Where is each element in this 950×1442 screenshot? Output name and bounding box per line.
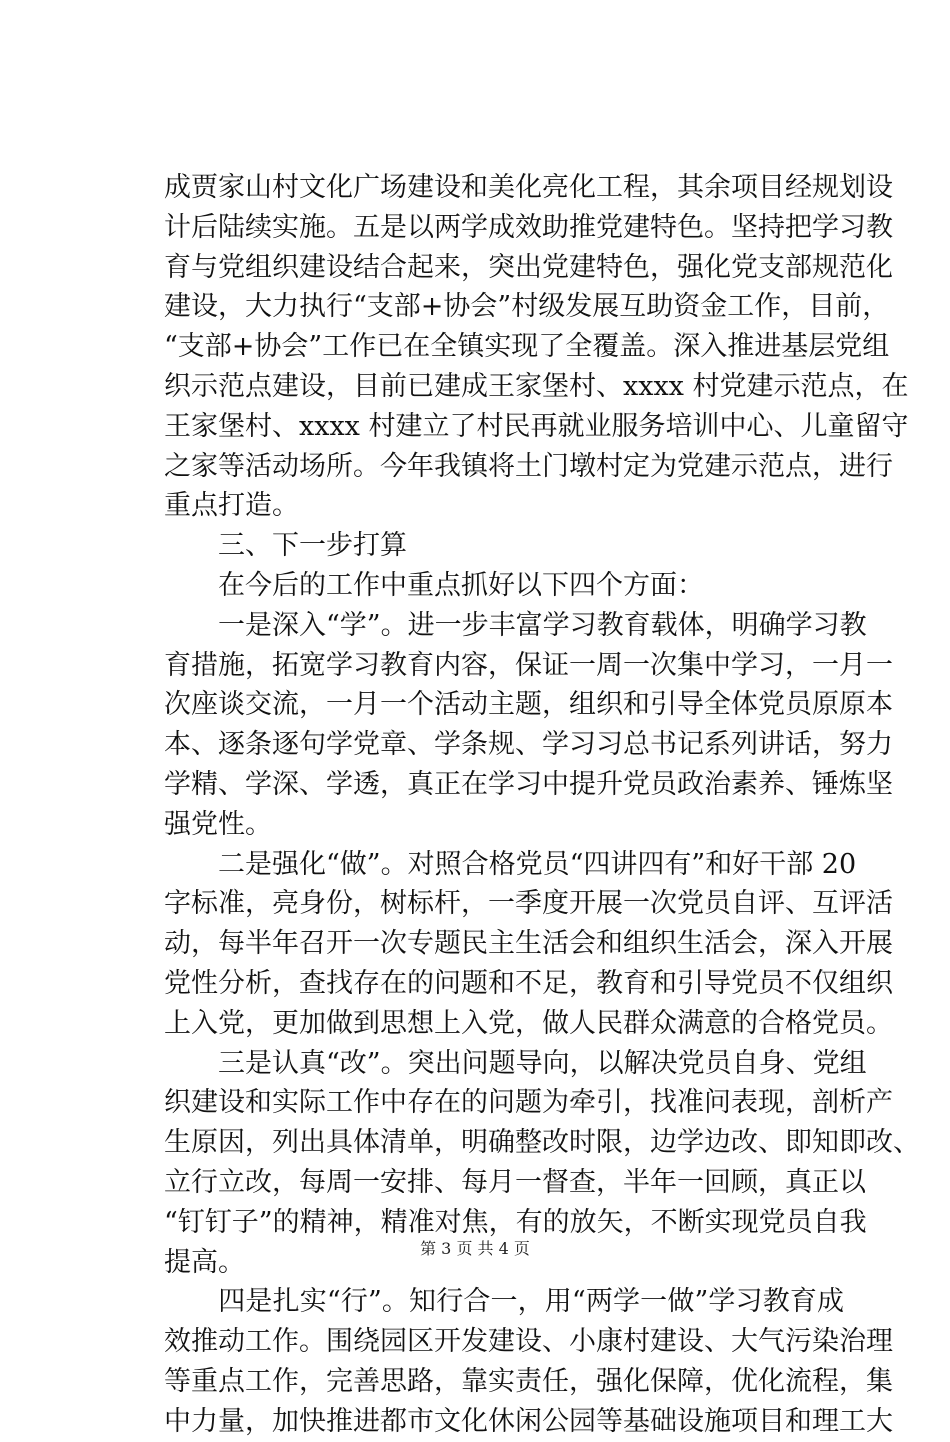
text-line: 计后陆续实施。五是以两学成效助推党建特色。坚持把学习教 — [164, 211, 893, 243]
text-line: 成贾家山村文化广场建设和美化亮化工程，其余项目经规划设 — [164, 172, 893, 203]
text-line: 四是扎实“行”。知行合一，用“两学一做”学习教育成 — [164, 1286, 844, 1318]
text-line: 字标准，亮身份，树标杆，一季度开展一次党员自评、互评活 — [164, 888, 893, 920]
text-line: 提高。 — [164, 1246, 245, 1278]
text-line: 党性分析，查找存在的问题和不足，教育和引导党员不仅组织 — [164, 967, 893, 999]
text-line: 育与党组织建设结合起来，突出党建特色，强化党支部规范化 — [164, 251, 893, 283]
page-footer: 第 3 页 共 4 页 — [420, 1239, 530, 1258]
text-line: “支部+协会”工作已在全镇实现了全覆盖。深入推进基层党组 — [164, 331, 890, 363]
text-line: 建设，大力执行“支部+协会”村级发展互助资金工作，目前， — [164, 291, 890, 323]
text-line: 等重点工作，完善思路，靠实责任，强化保障，优化流程，集 — [164, 1365, 893, 1397]
text-line: 效推动工作。围绕园区开发建设、小康村建设、大气污染治理 — [164, 1326, 893, 1358]
text-line: 之家等活动场所。今年我镇将土门墩村定为党建示范点，进行 — [164, 450, 893, 482]
text-line: 生原因，列出具体清单，明确整改时限，边学边改、即知即改、 — [164, 1127, 920, 1159]
text-line: 王家堡村、xxxx 村建立了村民再就业服务培训中心、儿童留守 — [164, 410, 909, 442]
text-line: 学精、学深、学透，真正在学习中提升党员政治素养、锤炼坚 — [164, 768, 893, 800]
text-line: 在今后的工作中重点抓好以下四个方面： — [164, 569, 704, 601]
text-line: 立行立改，每周一安排、每月一督查，半年一回顾，真正以 — [164, 1166, 866, 1198]
text-line: 三是认真“改”。突出问题导向，以解决党员自身、党组 — [164, 1047, 867, 1079]
text-line: 织示范点建设，目前已建成王家堡村、xxxx 村党建示范点，在 — [164, 370, 909, 402]
text-line: 次座谈交流，一月一个活动主题，组织和引导全体党员原原本 — [164, 689, 893, 721]
text-line: “钉钉子”的精神，精准对焦，有的放矢，不断实现党员自我 — [164, 1206, 867, 1238]
text-line: 本、逐条逐句学党章、学条规、学习习总书记系列讲话，努力 — [164, 729, 893, 761]
text-line: 二是强化“做”。对照合格党员“四讲四有”和好干部 20 — [164, 848, 857, 880]
text-line: 动，每半年召开一次专题民主生活会和组织生活会，深入开展 — [164, 928, 893, 960]
text-line: 上入党，更加做到思想上入党，做人民群众满意的合格党员。 — [164, 1007, 893, 1039]
text-line: 中力量，加快推进都市文化休闲公园等基础设施项目和理工大 — [164, 1405, 893, 1437]
text-line: 织建设和实际工作中存在的问题为牵引，找准问表现，剖析产 — [164, 1087, 893, 1119]
text-line: 三、下一步打算 — [164, 530, 407, 562]
text-line: 一是深入“学”。进一步丰富学习教育载体，明确学习教 — [164, 609, 867, 641]
text-line: 育措施，拓宽学习教育内容，保证一周一次集中学习，一月一 — [164, 649, 893, 681]
text-line: 重点打造。 — [164, 490, 299, 522]
text-line: 强党性。 — [164, 808, 272, 840]
